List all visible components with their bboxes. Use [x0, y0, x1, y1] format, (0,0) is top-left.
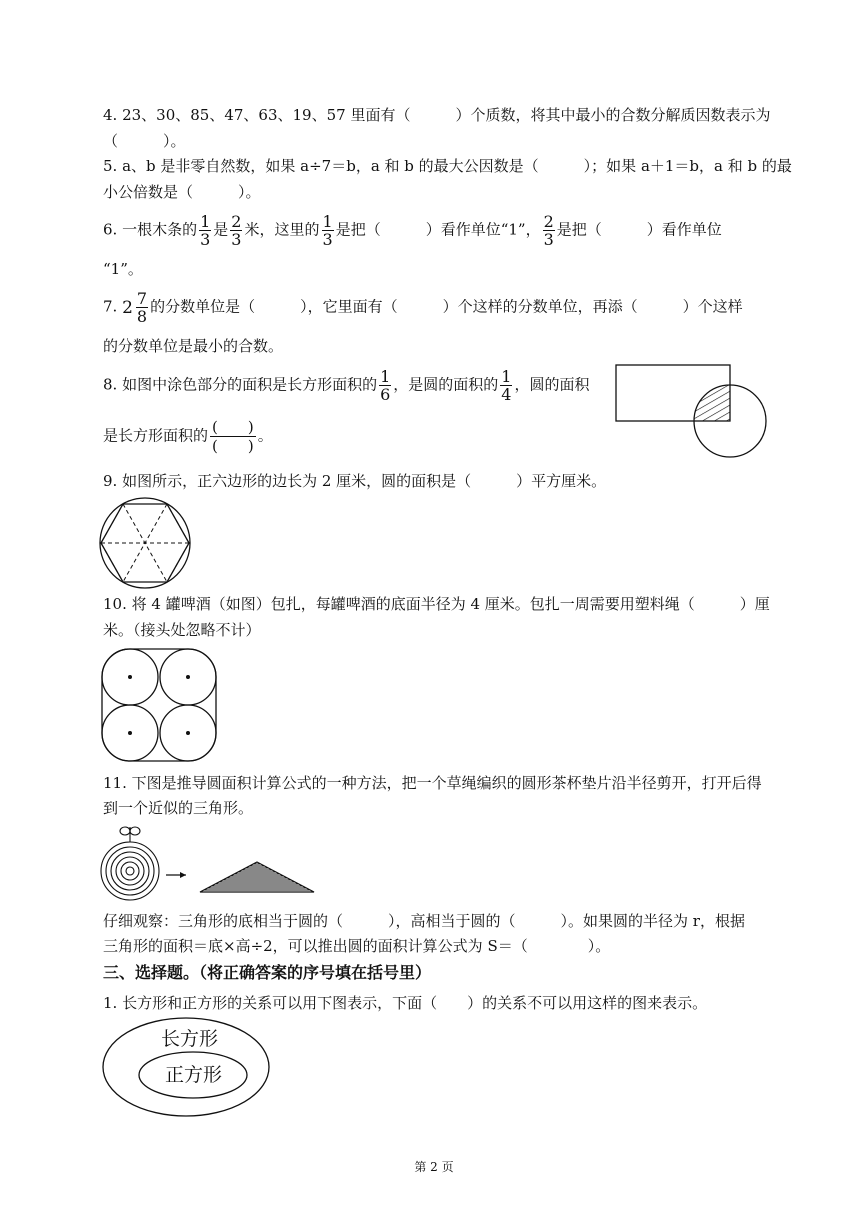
- q7-line1: 7. 2 $\frac{7}{8}$ 的分数单位是（ ），它里面有（ ）个这样的分数单位，再添（ ）个这样: [103, 289, 743, 326]
- q8-rectangle-circle-figure: [600, 355, 780, 475]
- q6-fraction-2: $\frac{2}{3}$: [231, 212, 242, 249]
- q10-beer-cans-figure: [98, 645, 222, 765]
- q11-line4: 三角形的面积＝底×高÷2，可以推出圆的面积计算公式为 S＝（ ）。: [103, 937, 611, 955]
- q6-fraction-4: $\frac{2}{3}$: [543, 212, 554, 249]
- q4-line1: 4. 23、30、85、47、63、19、57 里面有（ ）个质数，将其中最小的合数分解质因数表示为: [103, 106, 771, 124]
- page-number: 第 2 页: [414, 1160, 454, 1174]
- outer-label: 长方形: [161, 1028, 219, 1050]
- q8-answer-fraction: $\frac{( )}{( )}$: [212, 418, 254, 455]
- q7-line2: 的分数单位是最小的合数。: [103, 337, 284, 355]
- q5-line2: 小公倍数是（ ）。: [103, 183, 261, 201]
- q4-line2: （ ）。: [103, 132, 186, 150]
- q10-line2: 米。（接头处忽略不计）: [103, 621, 261, 639]
- q8-line2: 是长方形面积的 $\frac{( )}{( )}$ 。: [103, 418, 273, 455]
- q11-line1: 11. 下图是推导圆面积计算公式的一种方法，把一个草绳编织的圆形茶杯垫片沿半径剪开，打开后得: [103, 774, 762, 792]
- c1-line1: 1. 长方形和正方形的关系可以用下图表示，下面（ ）的关系不可以用这样的图来表示。: [103, 994, 708, 1012]
- q9-line1: 9. 如图所示，正六边形的边长为 2 厘米，圆的面积是（ ）平方厘米。: [103, 472, 607, 490]
- q6-fraction-3: $\frac{1}{3}$: [322, 212, 333, 249]
- q5-line1: 5. a、b 是非零自然数，如果 a÷7＝b，a 和 b 的最大公因数是（ ）；如果 a＋1＝b，a 和 b 的最: [103, 157, 792, 175]
- q11-line2: 到一个近似的三角形。: [103, 799, 254, 817]
- q8-line1: 8. 如图中涂色部分的面积是长方形面积的 $\frac{1}{6}$ ，是圆的面积的 $\frac{1}{4}$ ，圆的面积: [103, 367, 590, 404]
- q6-line1: 6. 一根木条的 $\frac{1}{3}$ 是 $\frac{2}{3}$ 米，这里的 $\frac{1}{3}$ 是把（ ）看作单位“1”， $\frac{2}{3}$ 是把（ ）看作单位: [103, 212, 722, 249]
- q6-line2: “1”。: [103, 260, 143, 278]
- shaded-region: [694, 385, 734, 425]
- c1-venn-figure: [101, 1016, 271, 1118]
- q6-fraction-1: $\frac{1}{3}$: [200, 212, 211, 249]
- q11-line3: 仔细观察：三角形的底相当于圆的（ ），高相当于圆的（ ）。如果圆的半径为 r，根据: [103, 912, 745, 930]
- q11-coaster-triangle-figure: [98, 823, 320, 901]
- q7-mixed-number: 2 $\frac{7}{8}$: [122, 289, 148, 326]
- section-heading-choice: 三、选择题。（将正确答案的序号填在括号里）: [103, 963, 432, 982]
- inner-label: 正方形: [165, 1064, 223, 1086]
- q9-hexagon-circle-figure: [98, 496, 194, 592]
- q8-fraction-1: $\frac{1}{6}$: [380, 367, 391, 404]
- q8-fraction-2: $\frac{1}{4}$: [501, 367, 512, 404]
- q10-line1: 10. 将 4 罐啤酒（如图）包扎，每罐啤酒的底面半径为 4 厘米。包扎一周需要用塑料绳（ ）厘: [103, 595, 770, 613]
